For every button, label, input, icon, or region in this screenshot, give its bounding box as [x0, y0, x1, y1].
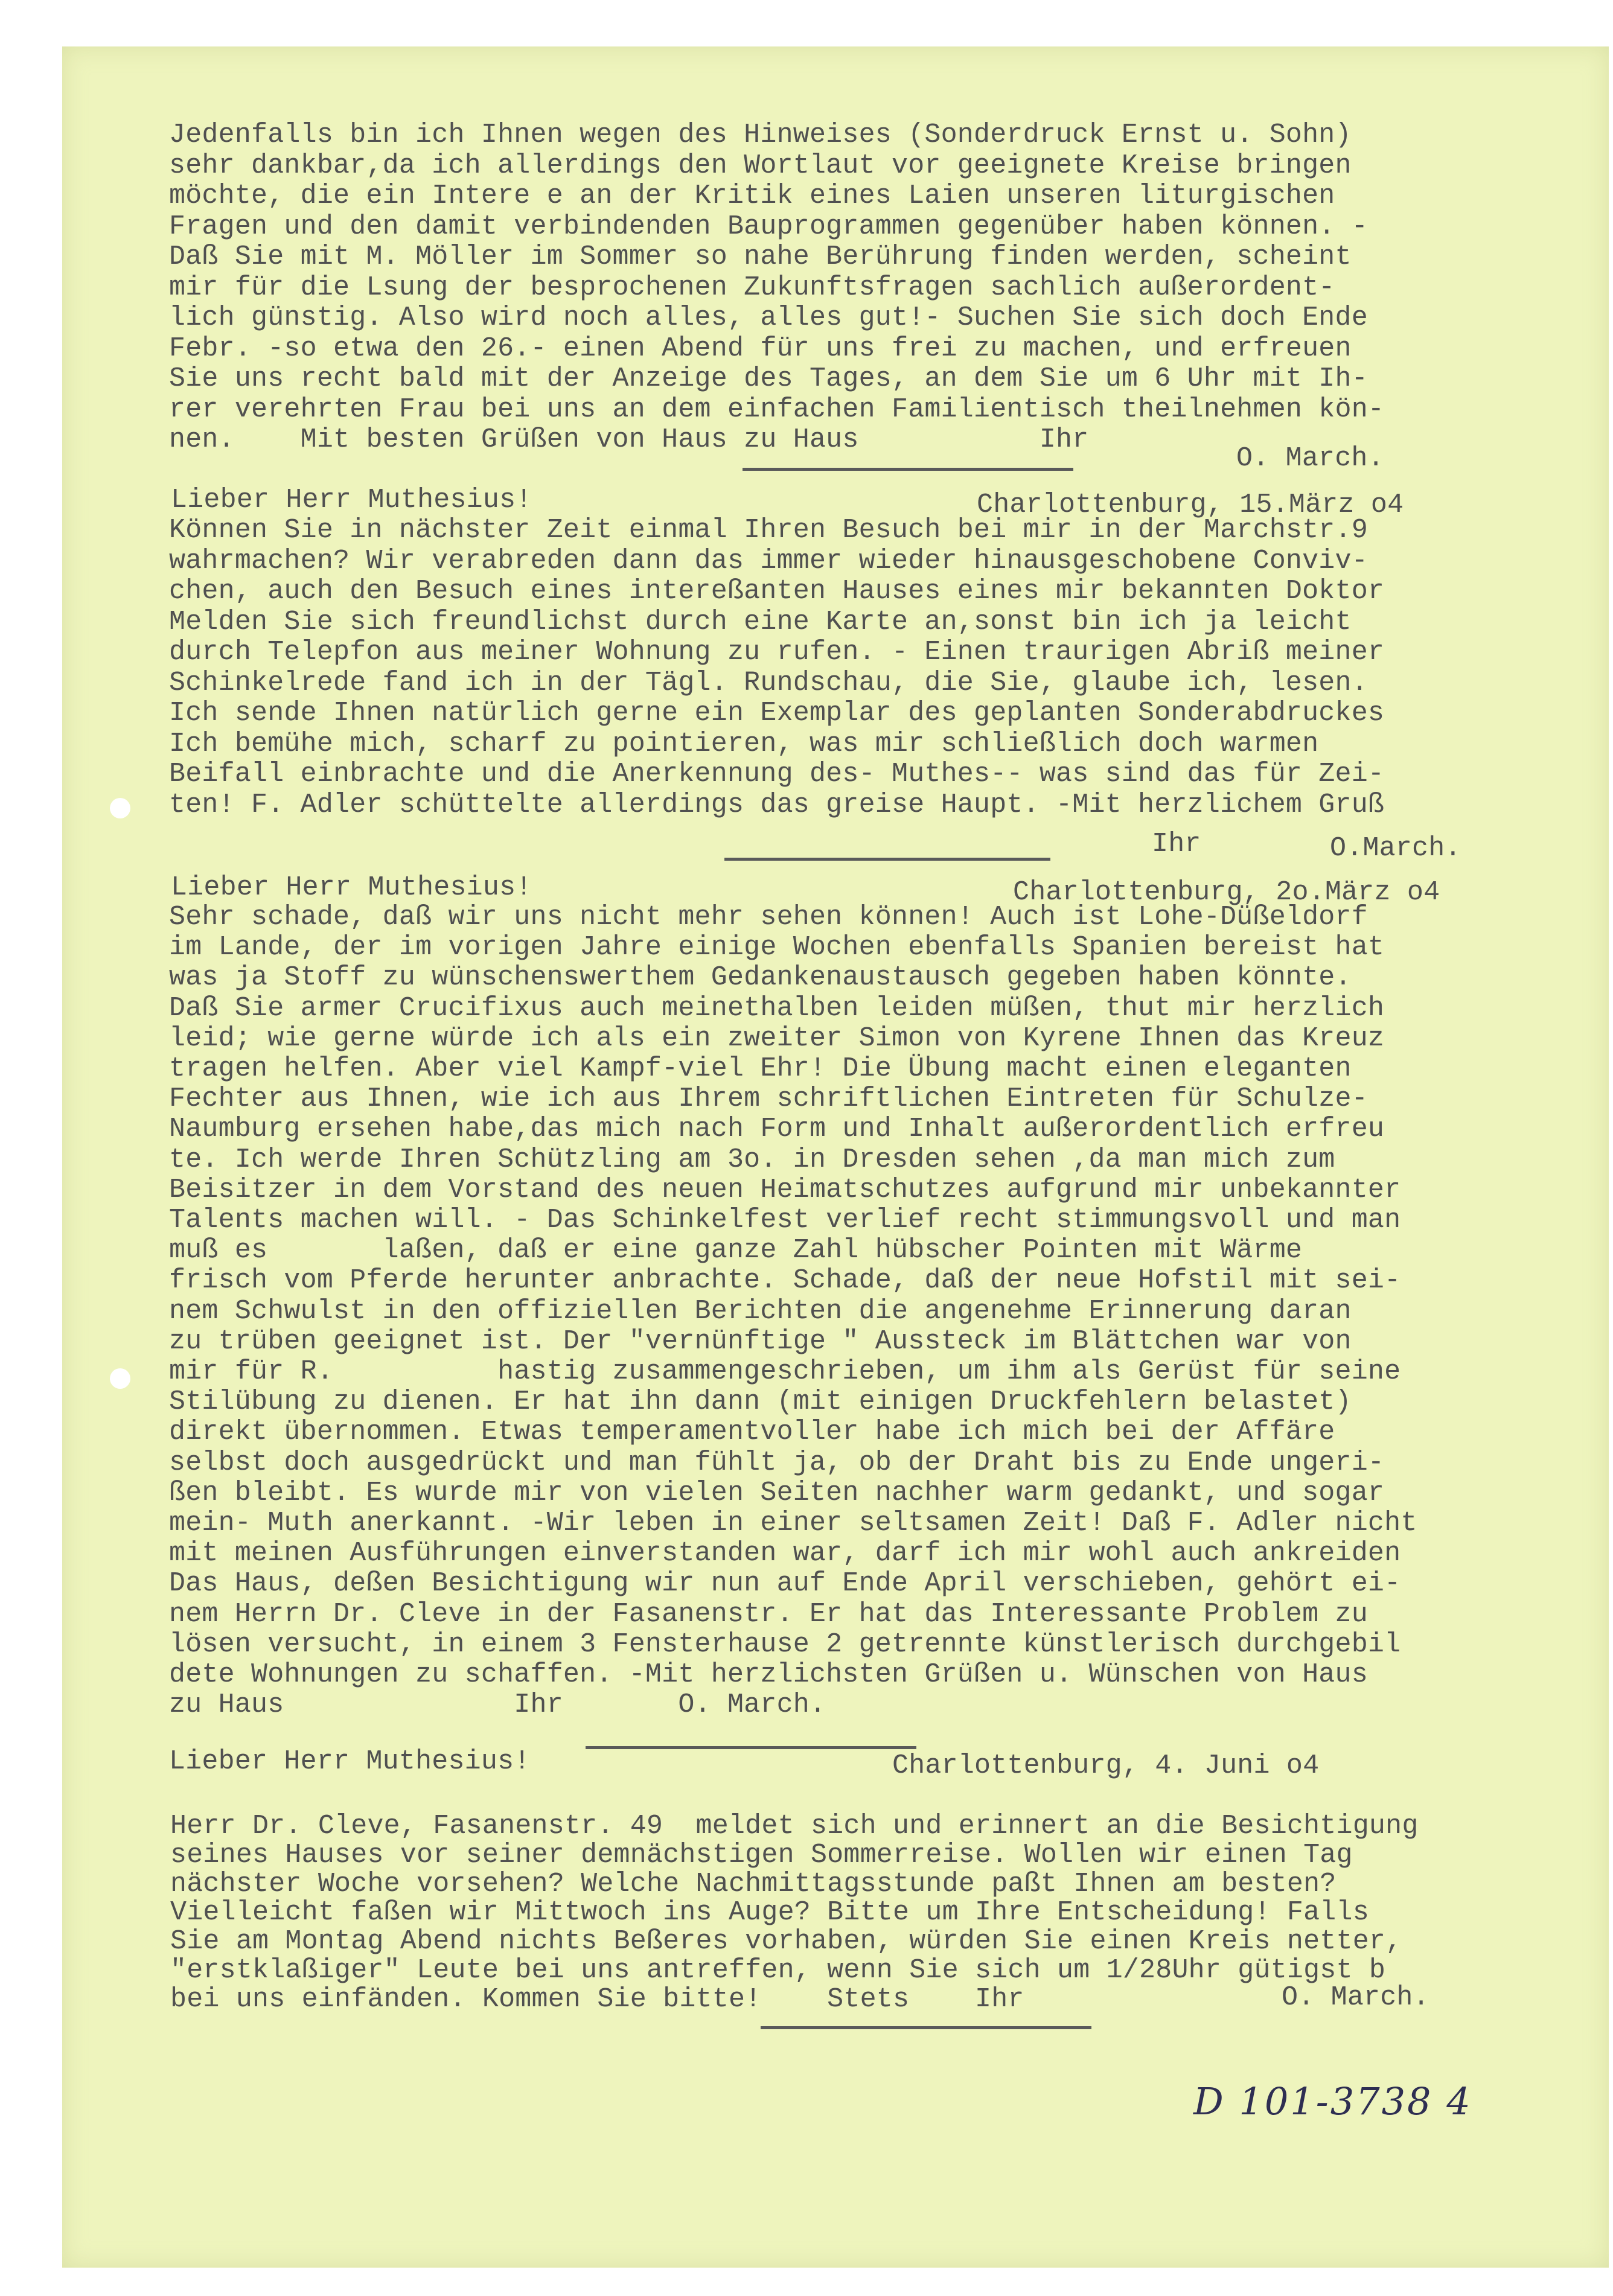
text-line: durch Telepfon aus meiner Wohnung zu rufen. - Einen traurigen Abriß meiner	[169, 637, 1385, 668]
text-line: ßen bleibt. Es wurde mir von vielen Seiten nachher warm gedankt, und sogar	[169, 1477, 1385, 1508]
text-line: muß es laßen, daß er eine ganze Zahl hübscher Pointen mit Wärme	[169, 1235, 1303, 1266]
text-line: nem Schwulst in den offiziellen Berichten die angenehme Erinnerung daran	[169, 1295, 1352, 1327]
text-line: mir für R. hastig zusammengeschrieben, um ihm als Gerüst für seine	[169, 1356, 1401, 1387]
text-line: Daß Sie armer Crucifixus auch meinethalben leiden müßen, thut mir herzlich	[169, 992, 1385, 1024]
text-line: mit meinen Ausführungen einverstanden war, darf ich mir wohl auch ankreiden	[169, 1538, 1401, 1569]
text-line: dete Wohnungen zu schaffen. -Mit herzlichsten Grüßen u. Wünschen von Haus	[169, 1659, 1368, 1690]
text-line: te. Ich werde Ihren Schützling am 3o. in Dresden sehen ,da man mich zum	[169, 1144, 1335, 1175]
punch-hole-upper	[110, 798, 130, 818]
text-line: seines Hauses vor seiner demnächstigen Sommerreise. Wollen wir einen Tag	[170, 1839, 1353, 1870]
text-line: sehr dankbar,da ich allerdings den Wortlaut vor geeignete Kreise bringen	[169, 150, 1352, 181]
text-line: direkt übernommen. Etwas temperamentvoller habe ich mich bei der Affäre	[169, 1417, 1335, 1448]
text-line: Sie am Montag Abend nichts Beßeres vorhaben, würden Sie einen Kreis netter,	[170, 1926, 1402, 1957]
signature-line: O. March.	[1282, 1982, 1429, 2013]
divider-rule	[586, 1746, 916, 1749]
punch-hole-lower	[110, 1368, 130, 1389]
divider-rule	[724, 858, 1050, 861]
signature-line: O. March.	[1236, 443, 1384, 474]
text-line: Beisitzer in dem Vorstand des neuen Heimatschutzes aufgrund mir unbekannter	[169, 1174, 1401, 1205]
text-line: Fechter aus Ihnen, wie ich aus Ihrem schriftlichen Eintreten für Schulze-	[169, 1083, 1368, 1115]
text-line: rer verehrten Frau bei uns an dem einfachen Familientisch theilnehmen kön-	[169, 394, 1385, 425]
text-line: nächster Woche vorsehen? Welche Nachmittagsstunde paßt Ihnen am besten?	[170, 1868, 1337, 1899]
salutation: Lieber Herr Muthesius!	[171, 872, 532, 903]
text-line: ten! F. Adler schüttelte allerdings das greise Haupt. -Mit herzlichem Gruß	[169, 789, 1385, 820]
letter-body	[169, 902, 1576, 1735]
signature-line: O.March.	[1330, 833, 1461, 864]
text-line: chen, auch den Besuch eines intereßanten Hauses eines mir bekannten Doktor	[169, 576, 1385, 607]
text-line: Jedenfalls bin ich Ihnen wegen des Hinweises (Sonderdruck Ernst u. Sohn)	[169, 120, 1352, 150]
text-line: möchte, die ein Intere e an der Kritik eines Laien unseren liturgischen	[169, 180, 1335, 211]
text-line: nem Herrn Dr. Cleve in der Fasanenstr. Er hat das Interessante Problem zu	[169, 1598, 1368, 1630]
divider-rule	[761, 2026, 1091, 2029]
text-line: Febr. -so etwa den 26.- einen Abend für uns frei zu machen, und erfreuen	[169, 333, 1352, 364]
salutation: Lieber Herr Muthesius!	[169, 1746, 531, 1777]
text-line: zu trüben geeignet ist. Der "vernünftige " Aussteck im Blättchen war von	[169, 1325, 1352, 1357]
text-line: Daß Sie mit M. Möller im Sommer so nahe Berührung finden werden, scheint	[169, 241, 1352, 272]
text-line: mein- Muth anerkannt. -Wir leben in einer seltsamen Zeit! Daß F. Adler nicht	[169, 1508, 1417, 1539]
text-line: Das Haus, deßen Besichtigung wir nun auf Ende April verschieben, gehört ei-	[169, 1568, 1401, 1599]
text-line: Naumburg ersehen habe,das mich nach Form und Inhalt außerordentlich erfreu	[169, 1114, 1385, 1145]
text-line: leid; wie gerne würde ich als ein zweiter Simon von Kyrene Ihnen das Kreuz	[169, 1022, 1385, 1054]
text-line: tragen helfen. Aber viel Kampf-viel Ehr! Die Übung macht einen eleganten	[169, 1053, 1352, 1084]
text-line: Ich sende Ihnen natürlich gerne ein Exemplar des geplanten Sonderabdruckes	[169, 698, 1385, 729]
text-line: Fragen und den damit verbindenden Bauprogrammen gegenüber haben können. -	[169, 211, 1368, 242]
text-line: wahrmachen? Wir verabreden dann das immer wieder hinausgeschobene Conviv-	[169, 545, 1368, 576]
text-line: "erstklaßiger" Leute bei uns antreffen, wenn Sie sich um 1/28Uhr gütigst b	[170, 1955, 1386, 1986]
closing-ihr: Ihr	[1152, 829, 1201, 859]
text-line: was ja Stoff zu wünschenswerthem Gedankenaustausch gegeben haben könnte.	[169, 962, 1352, 993]
text-line: Sehr schade, daß wir uns nicht mehr sehen können! Auch ist Lohe-Düßeldorf	[169, 902, 1368, 933]
text-line: Beifall einbrachte und die Anerkennung des- Muthes-- was sind das für Zei-	[169, 759, 1385, 789]
text-line: Schinkelrede fand ich in der Tägl. Rundschau, die Sie, glaube ich, lesen.	[169, 667, 1368, 698]
text-line: lösen versucht, in einem 3 Fensterhause 2 getrennte künstlerisch durchgebil	[169, 1628, 1401, 1660]
text-line: bei uns einfänden. Kommen Sie bitte! Stets Ihr	[170, 1983, 1024, 2015]
text-line: Herr Dr. Cleve, Fasanenstr. 49 meldet sich und erinnert an die Besichtigung	[170, 1811, 1419, 1842]
text-line: Können Sie in nächster Zeit einmal Ihren Besuch bei mir in der Marchstr.9	[169, 515, 1368, 546]
text-line: selbst doch ausgedrückt und man fühlt ja, ob der Draht bis zu Ende ungeri-	[169, 1447, 1385, 1478]
dateline: Charlottenburg, 15.März o4	[977, 489, 1404, 520]
text-line: Ich bemühe mich, scharf zu pointieren, was mir schließlich doch warmen	[169, 728, 1319, 759]
text-line: zu Haus Ihr O. March.	[169, 1689, 826, 1721]
text-line: Stilübung zu dienen. Er hat ihn dann (mit einigen Druckfehlern belastet)	[169, 1386, 1352, 1418]
dateline: Charlottenburg, 2o.März o4	[1013, 877, 1440, 908]
text-line: Melden Sie sich freundlichst durch eine Karte an,sonst bin ich ja leicht	[169, 606, 1352, 637]
divider-rule	[743, 468, 1073, 471]
opening-paragraph	[169, 120, 1576, 458]
dateline: Charlottenburg, 4. Juni o4	[892, 1750, 1320, 1781]
text-line: Talents machen will. - Das Schinkelfest verlief recht stimmungsvoll und man	[169, 1205, 1401, 1236]
text-line: Vielleicht faßen wir Mittwoch ins Auge? Bitte um Ihre Entscheidung! Falls	[170, 1897, 1369, 1928]
text-line: nen. Mit besten Grüßen von Haus zu Haus Ihr	[169, 424, 1089, 455]
text-line: im Lande, der im vorigen Jahre einige Wochen ebenfalls Spanien bereist hat	[169, 932, 1385, 963]
handwritten-archive-number: D 101-3738 4	[1193, 2079, 1472, 2123]
text-line: frisch vom Pferde herunter anbrachte. Schade, daß der neue Hofstil mit sei-	[169, 1265, 1401, 1296]
text-line: Sie uns recht bald mit der Anzeige des Tages, an dem Sie um 6 Uhr mit Ih-	[169, 363, 1368, 394]
salutation: Lieber Herr Muthesius!	[171, 485, 532, 515]
text-line: lich günstig. Also wird noch alles, alles gut!- Suchen Sie sich doch Ende	[169, 302, 1368, 333]
text-line: mir für die Lsung der besprochenen Zukunftsfragen sachlich außerordent-	[169, 272, 1335, 303]
letter-body	[169, 515, 1576, 820]
